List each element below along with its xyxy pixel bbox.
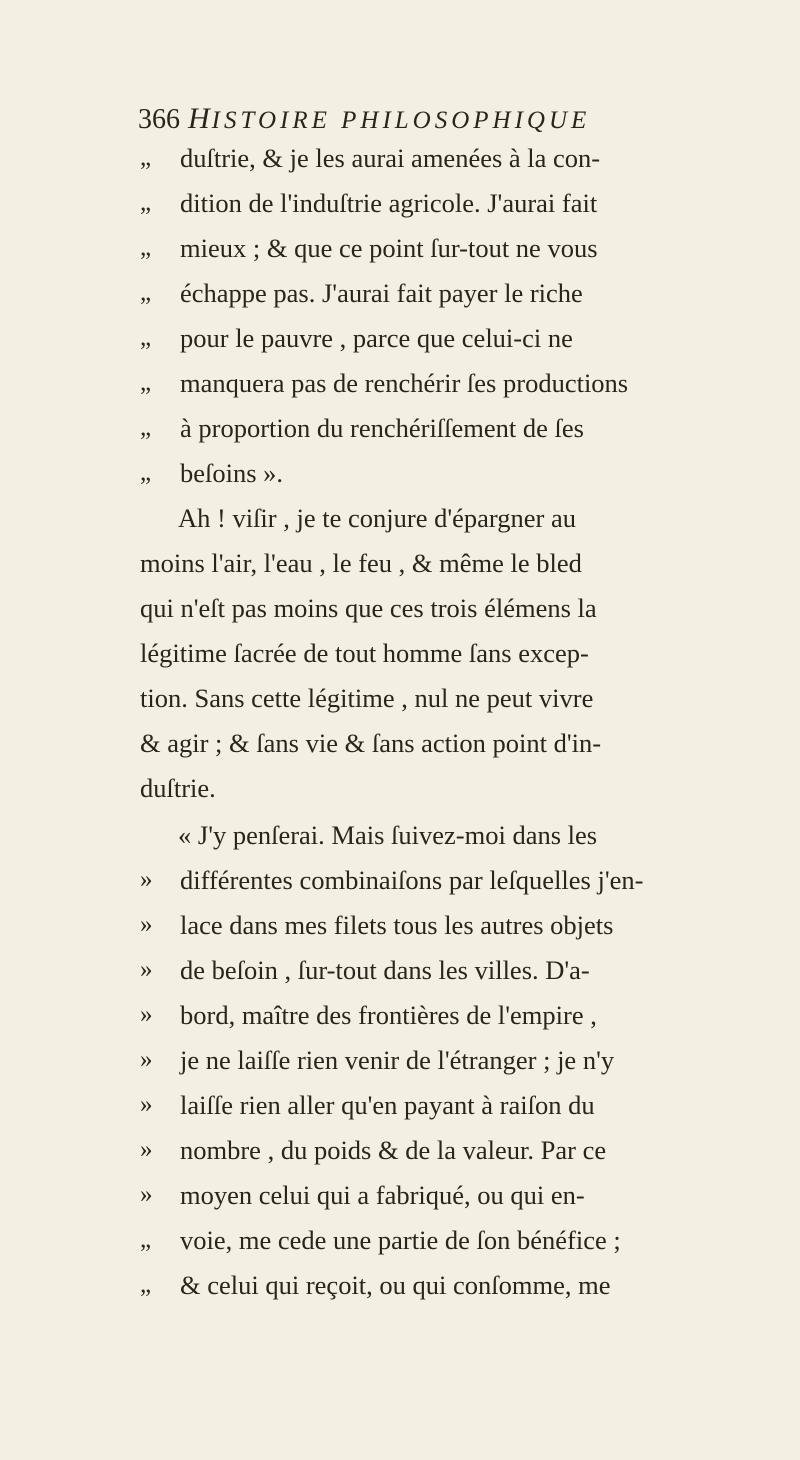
line-text: légitime ſacrée de tout homme ſans excep- [140, 638, 589, 668]
quote-mark: » [140, 866, 153, 893]
line-text: tion. Sans cette légitime , nul ne peut vivre [140, 683, 594, 713]
line-text: beſoins ». [180, 458, 284, 488]
quote-mark: „ [140, 324, 152, 351]
quote-mark: „ [140, 189, 152, 216]
line-text: pour le pauvre , parce que celui-ci ne [180, 323, 573, 353]
quote-mark: „ [140, 459, 152, 486]
line-text: & agir ; & ſans vie & ſans action point d'in- [140, 728, 602, 758]
line-text: « J'y penſerai. Mais ſuivez-moi dans les [178, 820, 598, 850]
line-text: bord, maître des frontières de l'empire , [180, 1000, 597, 1030]
quote-mark: „ [140, 1271, 152, 1298]
line-text: différentes combinaiſons par leſquelles j'en- [180, 865, 644, 895]
line-text: duſtrie, & je les aurai amenées à la con- [180, 143, 601, 173]
line-text: duſtrie. [140, 773, 216, 803]
line-text: laiſſe rien aller qu'en payant à raiſon du [180, 1090, 595, 1120]
quote-mark: » [140, 1091, 153, 1118]
quote-mark: „ [140, 369, 152, 396]
quote-mark: » [140, 911, 153, 938]
quote-mark: „ [140, 1226, 152, 1253]
line-text: à proportion du renchériſſement de ſes [180, 413, 584, 443]
quote-mark: » [140, 1181, 153, 1208]
quote-mark: „ [140, 144, 152, 171]
page-number: 366 [138, 104, 180, 135]
line-text: dition de l'induſtrie agricole. J'aurai fait [180, 188, 598, 218]
line-text: moins l'air, l'eau , le feu , & même le bled [140, 548, 582, 578]
quote-mark: » [140, 1136, 153, 1163]
line-text: nombre , du poids & de la valeur. Par ce [180, 1135, 607, 1165]
line-text: qui n'eſt pas moins que ces trois élémens la [140, 593, 597, 623]
running-title-initial: H [188, 102, 212, 135]
line-text: mieux ; & que ce point ſur-tout ne vous [180, 233, 598, 263]
line-text: Ah ! viſir , je te conjure d'épargner au [178, 503, 576, 533]
line-text: de beſoin , ſur-tout dans les villes. D'a- [180, 955, 590, 985]
running-title-rest: ISTOIRE PHILOSOPHIQUE [211, 107, 591, 134]
quote-mark: » [140, 1046, 153, 1073]
line-text: manquera pas de renchérir ſes productions [180, 368, 629, 398]
quote-mark: „ [140, 414, 152, 441]
line-text: & celui qui reçoit, ou qui conſomme, me [180, 1270, 611, 1300]
line-text: échappe pas. J'aurai fait payer le riche [180, 278, 583, 308]
line-text: lace dans mes filets tous les autres objets [180, 910, 614, 940]
quote-mark: » [140, 956, 153, 983]
running-title [188, 102, 590, 136]
line-text: voie, me cede une partie de ſon bénéfice ; [180, 1225, 621, 1255]
quote-mark: » [140, 1001, 153, 1028]
line-text: moyen celui qui a fabriqué, ou qui en- [180, 1180, 585, 1210]
line-text: je ne laiſſe rien venir de l'étranger ; je n'y [180, 1045, 615, 1075]
quote-mark: „ [140, 234, 152, 261]
quote-mark: „ [140, 279, 152, 306]
